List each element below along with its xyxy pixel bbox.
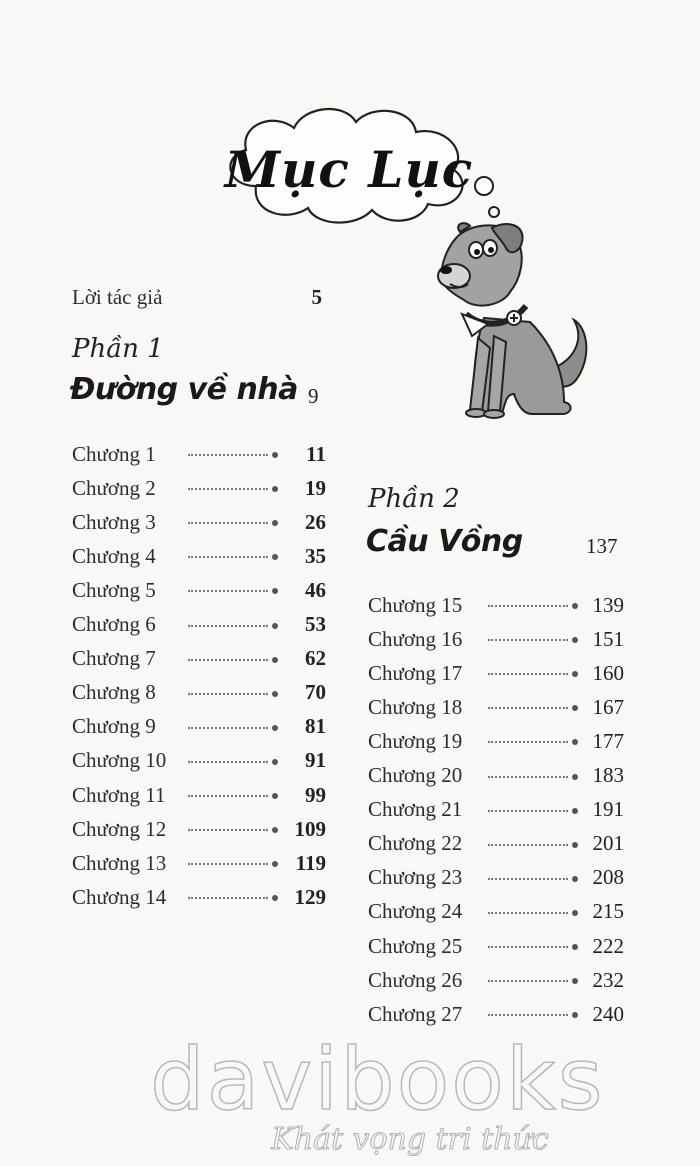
dot-leader bbox=[488, 602, 578, 608]
dot-leader bbox=[188, 792, 278, 798]
chapter-entry bbox=[72, 814, 326, 844]
chapter-entry bbox=[72, 848, 326, 878]
chapter-page: 167 bbox=[592, 694, 624, 719]
dot-leader bbox=[488, 807, 578, 813]
chapter-label: Chương 19 bbox=[368, 728, 463, 753]
chapter-page: 91 bbox=[305, 748, 326, 773]
page-title: Mục Lục bbox=[224, 140, 474, 199]
chapter-page: 70 bbox=[305, 680, 326, 705]
dot-leader bbox=[188, 519, 278, 525]
chapter-label: Chương 25 bbox=[368, 933, 463, 958]
chapter-entry bbox=[368, 829, 624, 859]
chapter-entry bbox=[368, 931, 624, 961]
part1-title: Đường về nhà bbox=[70, 372, 298, 407]
chapter-label: Chương 9 bbox=[72, 714, 156, 739]
dot-leader bbox=[188, 724, 278, 730]
dot-leader bbox=[488, 670, 578, 676]
chapter-entry bbox=[72, 644, 326, 674]
chapter-label: Chương 8 bbox=[72, 680, 156, 705]
dot-leader bbox=[488, 943, 578, 949]
chapter-page: 81 bbox=[305, 714, 326, 739]
chapter-label: Chương 13 bbox=[72, 850, 167, 875]
dot-leader bbox=[488, 841, 578, 847]
chapter-page: 215 bbox=[592, 899, 624, 924]
dot-leader bbox=[188, 485, 278, 491]
chapter-page: 139 bbox=[592, 592, 624, 617]
part2-title: Cầu Vồng bbox=[366, 524, 523, 559]
part1-label: Phần 1 bbox=[72, 334, 164, 364]
dot-leader bbox=[488, 909, 578, 915]
dot-leader bbox=[188, 894, 278, 900]
chapter-page: 222 bbox=[592, 933, 624, 958]
dot-leader bbox=[488, 704, 578, 710]
dot-leader bbox=[488, 738, 578, 744]
part2-label: Phần 2 bbox=[368, 484, 460, 514]
chapter-page: 35 bbox=[305, 543, 326, 568]
chapter-page: 240 bbox=[592, 1001, 624, 1026]
chapter-entry bbox=[72, 507, 326, 537]
chapter-entry bbox=[72, 712, 326, 742]
part2-page: 137 bbox=[586, 534, 618, 558]
chapter-page: 177 bbox=[592, 728, 624, 753]
chapter-label: Chương 24 bbox=[368, 899, 463, 924]
chapter-entry bbox=[72, 439, 326, 469]
chapter-label: Chương 6 bbox=[72, 612, 156, 636]
dot-leader bbox=[188, 451, 278, 457]
chapter-label: Chương 18 bbox=[368, 694, 463, 719]
chapter-page: 19 bbox=[305, 475, 326, 500]
chapter-entry bbox=[72, 882, 326, 912]
dot-leader bbox=[488, 636, 578, 642]
chapter-entry bbox=[72, 678, 326, 708]
watermark-tagline: Khát vọng tri thức bbox=[271, 1122, 549, 1157]
chapter-label: Chương 27 bbox=[368, 1001, 463, 1026]
chapter-label: Chương 11 bbox=[72, 782, 166, 807]
chapter-entry bbox=[72, 541, 326, 571]
chapter-page: 11 bbox=[306, 441, 326, 466]
chapter-entry bbox=[368, 726, 624, 756]
chapter-label: Chương 5 bbox=[72, 577, 156, 602]
chapter-label: Chương 4 bbox=[72, 543, 156, 568]
chapter-entry bbox=[72, 473, 326, 503]
chapter-entry bbox=[368, 761, 624, 791]
part1-page: 9 bbox=[308, 384, 319, 408]
preface-entry bbox=[72, 282, 322, 312]
chapter-entry bbox=[368, 590, 624, 620]
chapter-label: Chương 14 bbox=[72, 884, 167, 909]
chapter-label: Chương 3 bbox=[72, 509, 156, 534]
chapter-page: 119 bbox=[295, 850, 326, 875]
chapter-page: 99 bbox=[305, 782, 326, 807]
chapter-page: 62 bbox=[305, 646, 326, 671]
dot-leader bbox=[188, 622, 278, 628]
chapter-page: 160 bbox=[592, 660, 624, 685]
chapter-label: Chương 26 bbox=[368, 967, 463, 992]
chapter-entry bbox=[72, 575, 326, 605]
chapter-label: Chương 12 bbox=[72, 816, 167, 841]
chapter-entry bbox=[368, 897, 624, 927]
chapter-entry bbox=[368, 795, 624, 825]
dot-leader bbox=[488, 875, 578, 881]
chapter-entry bbox=[368, 658, 624, 688]
chapter-entry bbox=[72, 610, 326, 640]
chapter-page: 151 bbox=[592, 626, 624, 651]
chapter-label: Chương 10 bbox=[72, 748, 167, 773]
chapter-page: 201 bbox=[592, 831, 624, 856]
chapter-label: Chương 16 bbox=[368, 626, 463, 651]
chapter-page: 46 bbox=[305, 577, 326, 602]
dot-leader bbox=[488, 773, 578, 779]
chapter-page: 129 bbox=[294, 884, 326, 909]
chapter-entry bbox=[368, 624, 624, 654]
chapter-page: 53 bbox=[305, 612, 326, 636]
watermark-brand: davibooks bbox=[150, 1030, 605, 1130]
chapter-label: Chương 15 bbox=[368, 592, 463, 617]
chapter-label: Chương 2 bbox=[72, 475, 156, 500]
chapter-label: Chương 17 bbox=[368, 660, 463, 685]
chapter-page: 191 bbox=[592, 797, 624, 822]
chapter-label: Chương 22 bbox=[368, 831, 463, 856]
chapter-entry bbox=[368, 863, 624, 893]
dot-leader bbox=[188, 587, 278, 593]
dot-leader bbox=[188, 553, 278, 559]
chapter-entry bbox=[72, 780, 326, 810]
dot-leader bbox=[488, 1011, 578, 1017]
chapter-label: Chương 7 bbox=[72, 646, 156, 671]
dot-leader bbox=[188, 690, 278, 696]
dot-leader bbox=[188, 826, 278, 832]
dot-leader bbox=[188, 656, 278, 662]
dot-leader bbox=[188, 758, 278, 764]
preface-label: Lời tác giả bbox=[72, 284, 163, 309]
chapter-label: Chương 21 bbox=[368, 797, 463, 822]
chapter-page: 26 bbox=[305, 509, 326, 534]
chapter-label: Chương 23 bbox=[368, 865, 463, 890]
chapter-label: Chương 20 bbox=[368, 763, 463, 787]
chapter-entry bbox=[72, 746, 326, 776]
chapter-page: 183 bbox=[592, 763, 624, 787]
dog-illustration-icon bbox=[436, 218, 592, 424]
dot-leader bbox=[188, 860, 278, 866]
chapter-label: Chương 1 bbox=[72, 441, 156, 466]
chapter-page: 208 bbox=[592, 865, 624, 890]
dot-leader bbox=[488, 977, 578, 983]
preface-page: 5 bbox=[311, 284, 322, 309]
chapter-page: 109 bbox=[294, 816, 326, 841]
chapter-page: 232 bbox=[592, 967, 624, 992]
chapter-entry bbox=[368, 999, 624, 1029]
chapter-entry bbox=[368, 965, 624, 995]
chapter-entry bbox=[368, 692, 624, 722]
